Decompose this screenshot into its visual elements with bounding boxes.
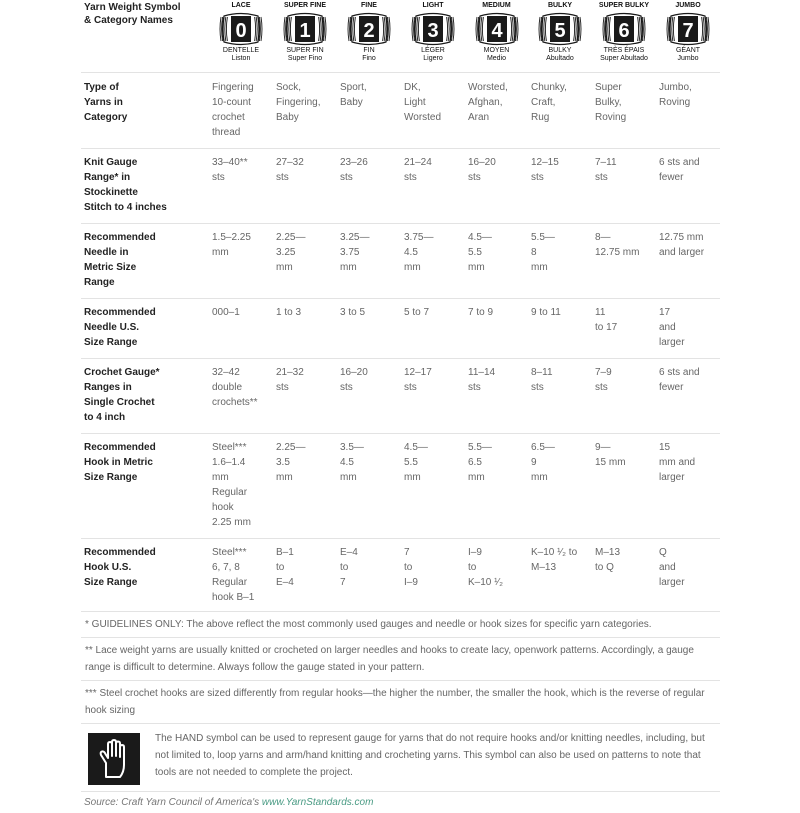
cell-line: and <box>659 561 676 573</box>
cell-line: Aran <box>468 111 490 123</box>
weight-symbol-1 <box>273 0 337 72</box>
cell-line: 16–20 <box>340 366 368 378</box>
weight-name-en: SUPER BULKY <box>598 2 650 9</box>
yarn-skein-icon <box>601 11 647 47</box>
cell-line: mm <box>340 261 357 273</box>
row-header-line: Needle U.S. <box>84 321 140 333</box>
row-header-line: Size Range <box>84 576 138 588</box>
cell-line: sts <box>595 381 608 393</box>
cell-line: 10-count <box>212 96 251 108</box>
cell-line: Sport, <box>340 81 367 93</box>
cell-line: Worsted, <box>468 81 508 93</box>
cell-line: Rug <box>531 111 550 123</box>
weight-name-es: Liston <box>231 55 251 62</box>
weight-number: 2 <box>363 20 375 42</box>
weight-name-es: Ligero <box>423 55 443 62</box>
cell-line: mm <box>276 261 293 273</box>
cell-line: and <box>659 321 676 333</box>
table-cell <box>528 433 592 538</box>
cell-line: sts <box>531 171 544 183</box>
row-header-line: Range <box>84 276 115 288</box>
cell-line: 3 to 5 <box>340 306 366 318</box>
cell-line: Afghan, <box>468 96 503 108</box>
table-cell <box>273 538 337 611</box>
cell-line: sts <box>276 171 289 183</box>
row-header <box>81 298 209 358</box>
table-cell <box>592 433 656 538</box>
weight-name-en: LACE <box>231 2 251 9</box>
table-cell <box>528 538 592 611</box>
table-cell <box>337 433 401 538</box>
symbol-header-row <box>81 0 720 72</box>
row-header-line: Ranges in <box>84 381 132 393</box>
cell-line: 4.5— <box>468 231 492 243</box>
cell-line: larger <box>659 576 685 588</box>
corner-label <box>81 0 209 72</box>
cell-line: sts <box>340 381 353 393</box>
cell-line: Super <box>595 81 622 93</box>
yarn-skein-icon <box>665 11 711 47</box>
table-cell <box>209 223 273 298</box>
cell-line: K–10 ¹⁄₂ to <box>531 546 578 558</box>
cell-line: 2.25— <box>276 441 306 453</box>
yarn-skein-icon <box>218 11 264 47</box>
row-header-line: Range* in <box>84 171 131 183</box>
row-header <box>81 358 209 433</box>
row-header-line: Needle in <box>84 246 129 258</box>
table-cell <box>337 223 401 298</box>
row-header-line: Category <box>84 111 128 123</box>
cell-line: 000–1 <box>212 306 240 318</box>
weight-symbol-2 <box>337 0 401 72</box>
row-header-line: Recommended <box>84 231 156 243</box>
cell-line: larger <box>659 336 685 348</box>
cell-line: Craft, <box>531 96 556 108</box>
weight-name-es: Super Fino <box>287 55 323 62</box>
cell-line: Roving <box>595 111 627 123</box>
weight-name-es: Medio <box>486 55 507 62</box>
table-cell <box>528 298 592 358</box>
cell-line: 6 sts and <box>659 156 700 168</box>
weight-symbol-6 <box>592 0 656 72</box>
cell-line: mm <box>404 471 421 483</box>
table-cell <box>592 298 656 358</box>
table-cell <box>528 148 592 223</box>
cell-line: 1.6–1.4 <box>212 456 246 468</box>
table-cell <box>209 72 273 148</box>
cell-line: sts <box>468 171 481 183</box>
cell-line: 2.25 mm <box>212 516 251 528</box>
table-cell <box>209 148 273 223</box>
cell-line: 6 sts and <box>659 366 700 378</box>
cell-line: 11 <box>595 306 606 318</box>
cell-line: 3.75— <box>404 231 434 243</box>
cell-line: 12.75 mm <box>595 246 640 258</box>
table-cell <box>337 72 401 148</box>
weight-name-en: MEDIUM <box>482 2 511 9</box>
yarn-skein-icon <box>282 11 328 47</box>
table-cell <box>273 298 337 358</box>
cell-line: 6, 7, 8 <box>212 561 240 573</box>
weight-name-fr: TRÈS ÉPAIS <box>603 47 645 54</box>
cell-line: to Q <box>595 561 614 573</box>
table-cell <box>465 298 528 358</box>
weight-name-es: Fino <box>362 55 376 62</box>
cell-line: 5.5 <box>468 246 482 258</box>
cell-line: Regular <box>212 576 248 588</box>
weight-name-fr: FIN <box>363 47 375 54</box>
cell-line: to 17 <box>595 321 618 333</box>
cell-line: crochets** <box>212 396 258 408</box>
row-header-line: Recommended <box>84 306 156 318</box>
cell-line: and larger <box>659 246 705 258</box>
cell-line: sts <box>340 171 353 183</box>
cell-line: 7 <box>340 576 346 588</box>
cell-line: DK, <box>404 81 421 93</box>
table-row <box>81 223 720 298</box>
weight-name-fr: SUPER FIN <box>286 47 324 54</box>
cell-line: 8 <box>531 246 537 258</box>
row-header-line: Hook U.S. <box>84 561 132 573</box>
cell-line: hook <box>212 501 234 513</box>
cell-line: sts <box>531 381 544 393</box>
row-header-line: Type of <box>84 81 119 93</box>
table-cell <box>209 538 273 611</box>
table-cell <box>401 433 465 538</box>
cell-line: Baby <box>276 111 299 123</box>
cell-line: hook B–1 <box>212 591 255 603</box>
cell-line: 33–40** <box>212 156 248 168</box>
cell-line: 15 mm <box>595 456 626 468</box>
table-cell <box>592 72 656 148</box>
cell-line: 23–26 <box>340 156 368 168</box>
row-header <box>81 72 209 148</box>
cell-line: 7–11 <box>595 156 617 168</box>
cell-line: to <box>404 561 413 573</box>
yarn-skein-icon <box>410 11 456 47</box>
cell-line: mm <box>531 471 548 483</box>
cell-line: E–4 <box>276 576 294 588</box>
weight-name-es: Abultado <box>546 55 574 62</box>
weight-name-en: JUMBO <box>675 2 701 9</box>
row-header <box>81 538 209 611</box>
weight-name-fr: MOYEN <box>483 47 510 54</box>
cell-line: I–9 <box>468 546 482 558</box>
cell-line: Light <box>404 96 426 108</box>
row-header-line: Metric Size <box>84 261 137 273</box>
cell-line: Steel*** <box>212 546 247 558</box>
table-cell <box>209 358 273 433</box>
weight-number: 5 <box>554 20 566 42</box>
cell-line: M–13 <box>595 546 621 558</box>
cell-line: 1.5–2.25 <box>212 231 251 243</box>
row-header-line: Knit Gauge <box>84 156 138 168</box>
cell-line: mm <box>276 471 293 483</box>
cell-line: 4.5 <box>404 246 418 258</box>
cell-line: sts <box>404 171 417 183</box>
row-header <box>81 433 209 538</box>
table-cell <box>656 358 720 433</box>
cell-line: 6.5 <box>468 456 482 468</box>
weight-number: 0 <box>235 20 247 42</box>
table-cell <box>273 72 337 148</box>
weight-name-en: LIGHT <box>422 2 444 9</box>
table-cell <box>465 148 528 223</box>
cell-line: 12–15 <box>531 156 559 168</box>
hand-icon <box>88 733 140 785</box>
corner-label-line1: Yarn Weight Symbol <box>84 2 181 13</box>
table-cell <box>528 72 592 148</box>
cell-line: 5.5— <box>468 441 492 453</box>
cell-line: Worsted <box>404 111 442 123</box>
table-cell <box>401 358 465 433</box>
cell-line: 2.25— <box>276 231 306 243</box>
cell-line: Baby <box>340 96 363 108</box>
cell-line: Steel*** <box>212 441 247 453</box>
cell-line: 8–11 <box>531 366 553 378</box>
weight-name-en: BULKY <box>547 2 573 9</box>
cell-line: sts <box>404 381 417 393</box>
cell-line: crochet <box>212 111 245 123</box>
table-row <box>81 148 720 223</box>
cell-line: 5.5— <box>531 231 555 243</box>
corner-label-line2: & Category Names <box>84 15 173 26</box>
row-header-line: Yarns in <box>84 96 123 108</box>
notes-section <box>81 611 720 813</box>
row-header-line: Hook in Metric <box>84 456 153 468</box>
cell-line: to <box>276 561 285 573</box>
row-header-line: to 4 inch <box>84 411 126 423</box>
weight-name-fr: DENTELLE <box>222 47 260 54</box>
footnote-steel-hooks: *** Steel crochet hooks are sized differently from regular hooks—the higher the number, the smaller the hook, which is the reverse of regular hook sizing <box>81 680 720 723</box>
weight-name-fr: LÉGER <box>421 47 445 54</box>
hand-symbol-note: The HAND symbol can be used to represent gauge for yarns that do not require hooks and/or knitting needles, including, but not limited to, loop yarns and arm/hand knitting and crocheting yarns. This symbol can also be used on patterns to note that tools are not needed to complete the project. <box>155 732 705 778</box>
table-cell <box>401 298 465 358</box>
weight-symbol-7 <box>656 0 720 72</box>
weight-symbol-5 <box>528 0 592 72</box>
table-cell <box>337 298 401 358</box>
cell-line: Regular <box>212 486 248 498</box>
table-cell <box>592 148 656 223</box>
cell-line: 7 <box>404 546 410 558</box>
table-cell <box>592 358 656 433</box>
table-cell <box>401 148 465 223</box>
table-cell <box>401 538 465 611</box>
row-header-line: Recommended <box>84 546 156 558</box>
cell-line: 5 to 7 <box>404 306 430 318</box>
cell-line: mm <box>212 246 229 258</box>
source-prefix: Source: Craft Yarn Council of America's <box>84 796 262 808</box>
row-header <box>81 148 209 223</box>
table-row <box>81 433 720 538</box>
table-cell <box>401 72 465 148</box>
cell-line: 27–32 <box>276 156 304 168</box>
yarn-skein-icon <box>537 11 583 47</box>
table-cell <box>337 358 401 433</box>
table-cell <box>528 223 592 298</box>
cell-line: mm <box>212 471 229 483</box>
table-cell <box>656 223 720 298</box>
table-cell <box>465 72 528 148</box>
table-cell <box>401 223 465 298</box>
weight-name-en: SUPER FINE <box>283 2 326 9</box>
cell-line: 9 to 11 <box>531 306 561 318</box>
yarn-standards-chart <box>81 0 720 813</box>
cell-line: mm <box>340 471 357 483</box>
cell-line: 3.25 <box>276 246 296 258</box>
weight-number: 4 <box>490 20 503 42</box>
table-cell <box>656 298 720 358</box>
hand-symbol-row <box>81 723 720 792</box>
cell-line: Roving <box>659 96 691 108</box>
cell-line: 17 <box>659 306 671 318</box>
source-line <box>81 792 720 813</box>
cell-line: 4.5 <box>340 456 354 468</box>
cell-line: to <box>468 561 477 573</box>
cell-line: fewer <box>659 171 684 183</box>
cell-line: 12–17 <box>404 366 432 378</box>
footnote-guidelines: * GUIDELINES ONLY: The above reflect the most commonly used gauges and needle or hook sizes for specific yarn categories. <box>81 611 720 637</box>
yarn-weight-table <box>81 0 720 611</box>
cell-line: 9— <box>595 441 611 453</box>
cell-line: mm <box>468 471 485 483</box>
cell-line: 12.75 mm <box>659 231 704 243</box>
cell-line: K–10 ¹⁄₂ <box>468 576 504 588</box>
row-header-line: Size Range <box>84 471 138 483</box>
cell-line: 15 <box>659 441 671 453</box>
cell-line: Sock, <box>276 81 302 93</box>
cell-line: Jumbo, <box>659 81 692 93</box>
cell-line: 21–24 <box>404 156 432 168</box>
table-cell <box>465 538 528 611</box>
cell-line: double <box>212 381 243 393</box>
cell-line: sts <box>595 171 608 183</box>
cell-line: mm <box>468 261 485 273</box>
cell-line: 1 to 3 <box>276 306 302 318</box>
weight-symbol-0 <box>209 0 273 72</box>
table-row <box>81 358 720 433</box>
cell-line: 16–20 <box>468 156 496 168</box>
weight-name-fr: GÉANT <box>675 47 701 54</box>
table-cell <box>656 72 720 148</box>
cell-line: 3.5— <box>340 441 364 453</box>
cell-line: fewer <box>659 381 684 393</box>
cell-line: mm and <box>659 456 696 468</box>
cell-line: 11–14 <box>468 366 496 378</box>
cell-line: I–9 <box>404 576 418 588</box>
table-cell <box>209 298 273 358</box>
cell-line: 21–32 <box>276 366 304 378</box>
table-cell <box>465 433 528 538</box>
cell-line: mm <box>531 261 548 273</box>
cell-line: 3.25— <box>340 231 370 243</box>
cell-line: 7 to 9 <box>468 306 494 318</box>
weight-name-fr: BULKY <box>548 47 572 54</box>
table-cell <box>273 358 337 433</box>
weight-name-es: Jumbo <box>677 55 699 62</box>
cell-line: Bulky, <box>595 96 622 108</box>
cell-line: 3.75 <box>340 246 360 258</box>
cell-line: sts <box>212 171 225 183</box>
weight-symbol-3 <box>401 0 465 72</box>
row-header-line: Stitch to 4 inches <box>84 201 167 213</box>
table-row <box>81 72 720 148</box>
table-cell <box>656 433 720 538</box>
table-cell <box>592 223 656 298</box>
cell-line: sts <box>468 381 481 393</box>
cell-line: larger <box>659 471 685 483</box>
weight-number: 3 <box>427 20 439 42</box>
weight-symbol-4 <box>465 0 528 72</box>
weight-number: 7 <box>682 20 694 42</box>
cell-line: 9 <box>531 456 537 468</box>
table-row <box>81 298 720 358</box>
cell-line: B–1 <box>276 546 294 558</box>
source-link[interactable]: www.YarnStandards.com <box>261 796 374 808</box>
cell-line: 4.5— <box>404 441 428 453</box>
weight-number: 1 <box>299 20 311 42</box>
table-cell <box>465 358 528 433</box>
cell-line: mm <box>404 261 421 273</box>
table-cell <box>656 538 720 611</box>
cell-line: 8— <box>595 231 611 243</box>
row-header-line: Size Range <box>84 336 138 348</box>
footnote-lace: ** Lace weight yarns are usually knitted or crocheted on larger needles and hooks to create lacy, openwork patterns. Accordingly, a gauge range is difficult to determine. Always follow the gauge stated in your pattern. <box>81 637 720 680</box>
table-cell <box>528 358 592 433</box>
cell-line: 5.5 <box>404 456 418 468</box>
cell-line: Q <box>659 546 667 558</box>
cell-line: Fingering, <box>276 96 321 108</box>
yarn-skein-icon <box>474 11 520 47</box>
table-cell <box>656 148 720 223</box>
cell-line: E–4 <box>340 546 358 558</box>
table-cell <box>337 148 401 223</box>
weight-number: 6 <box>618 20 630 42</box>
row-header-line: Crochet Gauge* <box>84 366 160 378</box>
table-cell <box>209 433 273 538</box>
cell-line: 32–42 <box>212 366 240 378</box>
row-header-line: Stockinette <box>84 186 138 198</box>
cell-line: M–13 <box>531 561 557 573</box>
cell-line: to <box>340 561 349 573</box>
table-row <box>81 538 720 611</box>
table-cell <box>273 148 337 223</box>
weight-name-en: FINE <box>361 2 377 9</box>
cell-line: sts <box>276 381 289 393</box>
table-cell <box>592 538 656 611</box>
table-cell <box>465 223 528 298</box>
table-cell <box>273 433 337 538</box>
yarn-skein-icon <box>346 11 392 47</box>
cell-line: Fingering <box>212 81 254 93</box>
cell-line: 3.5 <box>276 456 290 468</box>
table-cell <box>273 223 337 298</box>
table-cell <box>337 538 401 611</box>
cell-line: Chunky, <box>531 81 567 93</box>
weight-name-es: Super Abultado <box>600 55 648 62</box>
row-header-line: Single Crochet <box>84 396 155 408</box>
cell-line: 6.5— <box>531 441 555 453</box>
cell-line: thread <box>212 126 241 138</box>
row-header-line: Recommended <box>84 441 156 453</box>
row-header <box>81 223 209 298</box>
cell-line: 7–9 <box>595 366 612 378</box>
